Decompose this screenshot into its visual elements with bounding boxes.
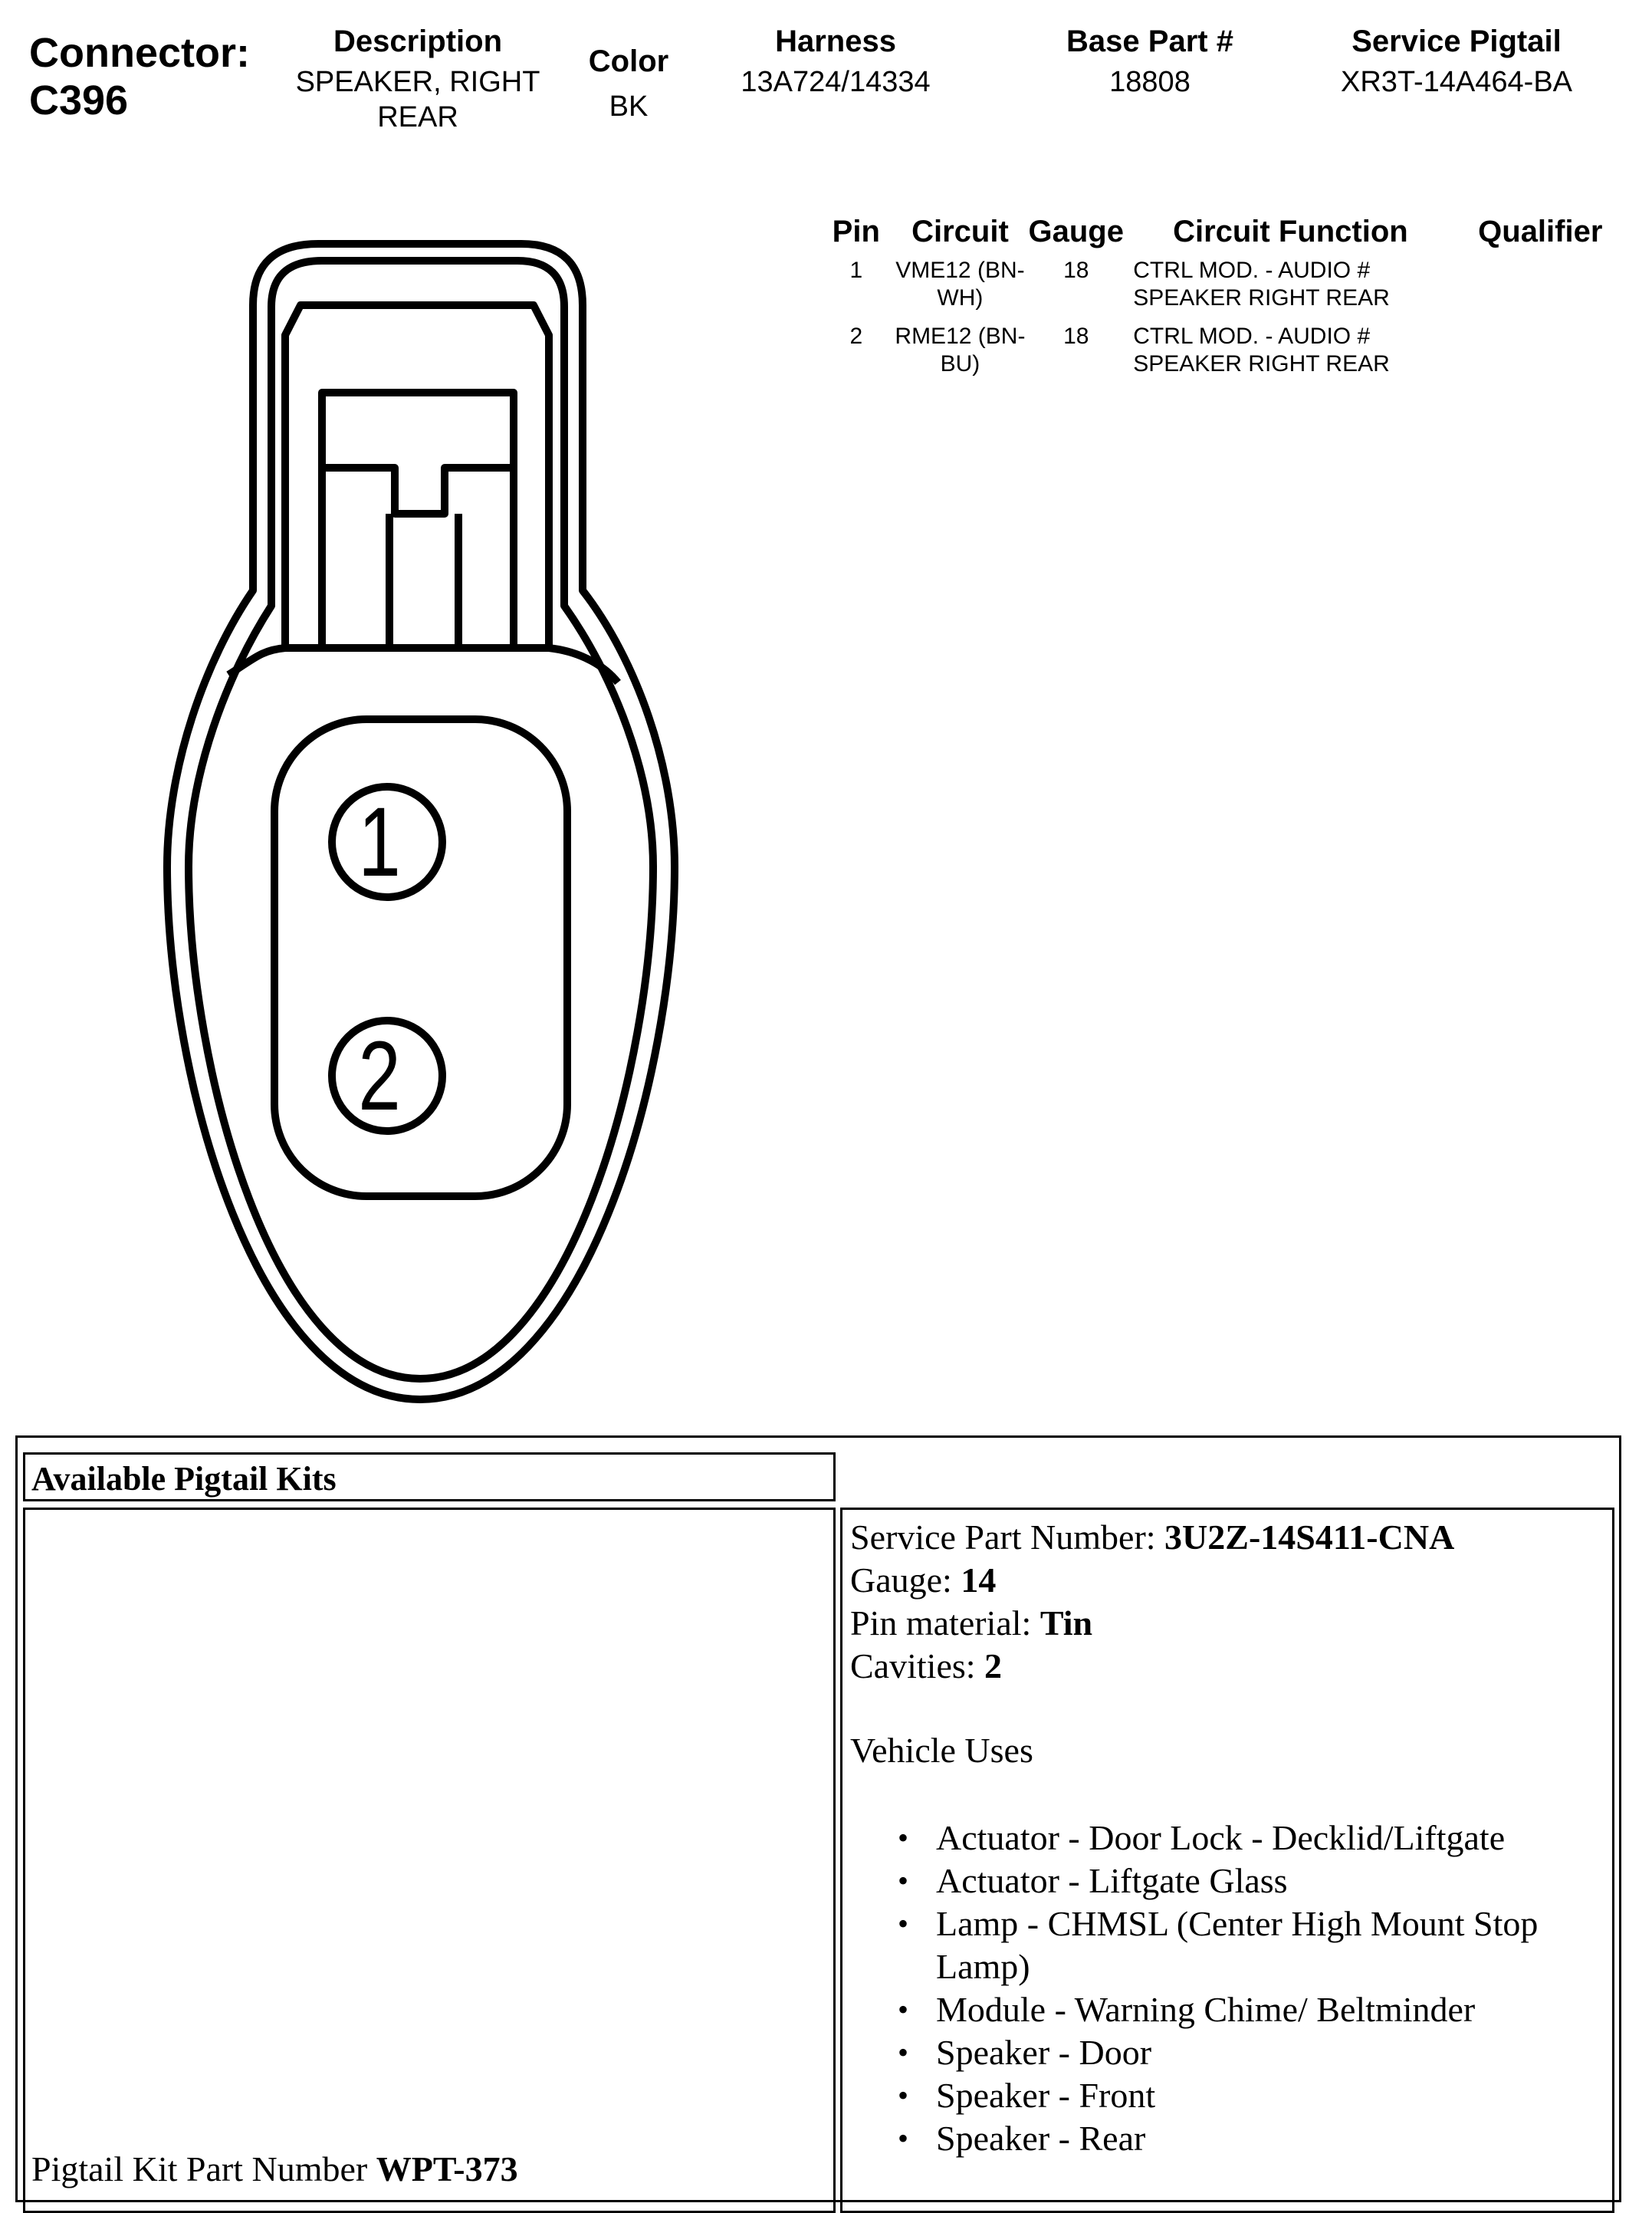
- qualifier-header: Qualifier: [1478, 215, 1603, 248]
- latch-tab: [322, 468, 514, 514]
- circuit-function-header: Circuit Function: [1173, 215, 1408, 248]
- harness-heading: Harness: [775, 25, 896, 58]
- vehicle-uses-title: Vehicle Uses: [850, 1731, 1033, 1770]
- pin-cell: 1: [849, 258, 863, 283]
- description-value-line1: SPEAKER, RIGHT: [295, 66, 540, 98]
- list-item: • Actuator - Liftgate Glass: [936, 1860, 1612, 1902]
- gauge-cell: 18: [1063, 258, 1089, 283]
- cavity-label-1: 1: [358, 788, 401, 897]
- cavity-label-2: 2: [358, 1021, 401, 1131]
- function-line1: CTRL MOD. - AUDIO #: [1133, 324, 1371, 349]
- harness-value: 13A724/14334: [741, 66, 931, 98]
- connector-id: C396: [29, 77, 129, 123]
- cavities-line: [850, 1645, 1612, 1688]
- description-heading: Description: [333, 25, 503, 58]
- pin-material-line: [850, 1602, 1612, 1645]
- cavities-label: Cavities:: [850, 1646, 985, 1685]
- list-item: • Speaker - Door: [936, 2031, 1612, 2074]
- connector-outer-shell: [167, 244, 675, 1399]
- cavities-value: 2: [984, 1646, 1003, 1685]
- service-part-number: [850, 1516, 1612, 1559]
- function-line2: SPEAKER RIGHT REAR: [1133, 285, 1390, 311]
- color-value: BK: [609, 90, 649, 123]
- function-line2: SPEAKER RIGHT REAR: [1133, 351, 1390, 377]
- kit-label: Pigtail Kit Part Number: [31, 2149, 376, 2188]
- pin-material-label: Pin material:: [850, 1603, 1040, 1642]
- cavity-frame: [274, 719, 567, 1196]
- gauge-label: Gauge:: [850, 1560, 961, 1600]
- circuit-line2: WH): [937, 285, 984, 311]
- list-item: • Speaker - Front: [936, 2074, 1612, 2117]
- base-part-heading: Base Part #: [1066, 25, 1233, 58]
- connector-base-arc: [228, 648, 618, 682]
- connector-label: Connector:: [29, 30, 250, 76]
- circuit-line2: BU): [940, 351, 980, 377]
- pigtail-kit-part-number: [31, 2148, 518, 2191]
- vehicle-uses-list: [850, 1817, 1612, 2160]
- gauge-header: Gauge: [1028, 215, 1124, 248]
- gauge-line: [850, 1559, 1612, 1602]
- list-item: • Lamp - CHMSL (Center High Mount Stop Lamp): [936, 1902, 1612, 1988]
- latch-inner: [322, 393, 514, 648]
- circuit-line1: RME12 (BN-: [895, 324, 1026, 349]
- color-heading: Color: [588, 44, 669, 78]
- pigtail-details-panel: [840, 1508, 1614, 2213]
- gauge-value: 14: [961, 1560, 997, 1600]
- pin-cell: 2: [849, 324, 863, 349]
- pin-material-value: Tin: [1039, 1603, 1093, 1642]
- circuit-header: Circuit: [911, 215, 1009, 248]
- description-value-line2: REAR: [377, 101, 458, 133]
- list-item: • Actuator - Door Lock - Decklid/Liftgate: [936, 1817, 1612, 1860]
- kit-value: WPT-373: [376, 2149, 518, 2188]
- service-part-value: 3U2Z-14S411-CNA: [1164, 1518, 1455, 1557]
- service-pigtail-heading: Service Pigtail: [1351, 25, 1562, 58]
- service-part-label: Service Part Number:: [850, 1518, 1165, 1557]
- pigtail-section-header: [23, 1452, 836, 1501]
- pin-header: Pin: [832, 215, 880, 248]
- list-item: • Speaker - Rear: [936, 2117, 1612, 2160]
- pigtail-kit-panel: [23, 1508, 836, 2213]
- pigtail-section-title: Available Pigtail Kits: [31, 1460, 337, 1498]
- circuit-line1: VME12 (BN-: [895, 258, 1025, 283]
- gauge-cell: 18: [1063, 324, 1089, 349]
- list-item: • Module - Warning Chime/ Beltminder: [936, 1988, 1612, 2031]
- service-pigtail-value: XR3T-14A464-BA: [1340, 66, 1573, 98]
- function-line1: CTRL MOD. - AUDIO #: [1133, 258, 1371, 283]
- base-part-value: 18808: [1109, 66, 1191, 98]
